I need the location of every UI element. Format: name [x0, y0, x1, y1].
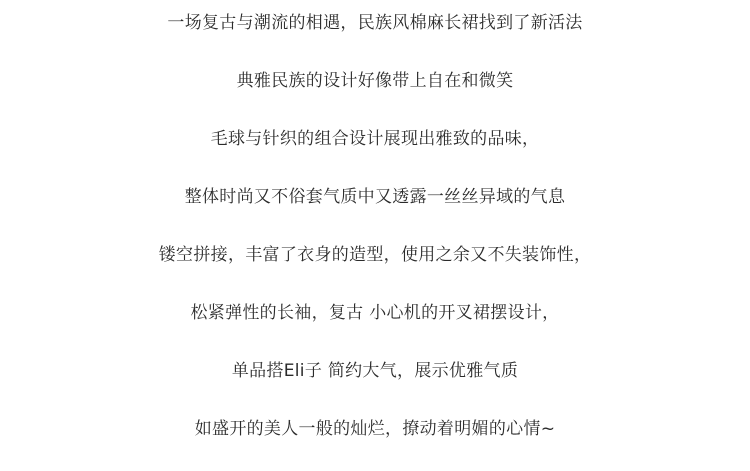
- description-line: 整体时尚又不俗套气质中又透露一丝丝异域的气息: [184, 187, 566, 207]
- description-line: 松紧弹性的长袖，复古 小心机的开叉裙摆设计，: [190, 303, 560, 323]
- description-line: 毛球与针织的组合设计展现出雅致的品味，: [210, 129, 540, 149]
- description-line: 如盛开的美人一般的灿烂，撩动着明媚的心情~: [194, 419, 556, 439]
- description-line: 一场复古与潮流的相遇，民族风棉麻长裙找到了新活法: [167, 13, 583, 33]
- description-line: 镂空拼接，丰富了衣身的造型，使用之余又不失装饰性，: [158, 245, 592, 265]
- description-line: 单品搭Eli子 简约大气，展示优雅气质: [231, 361, 519, 381]
- description-line: 典雅民族的设计好像带上自在和微笑: [236, 71, 514, 91]
